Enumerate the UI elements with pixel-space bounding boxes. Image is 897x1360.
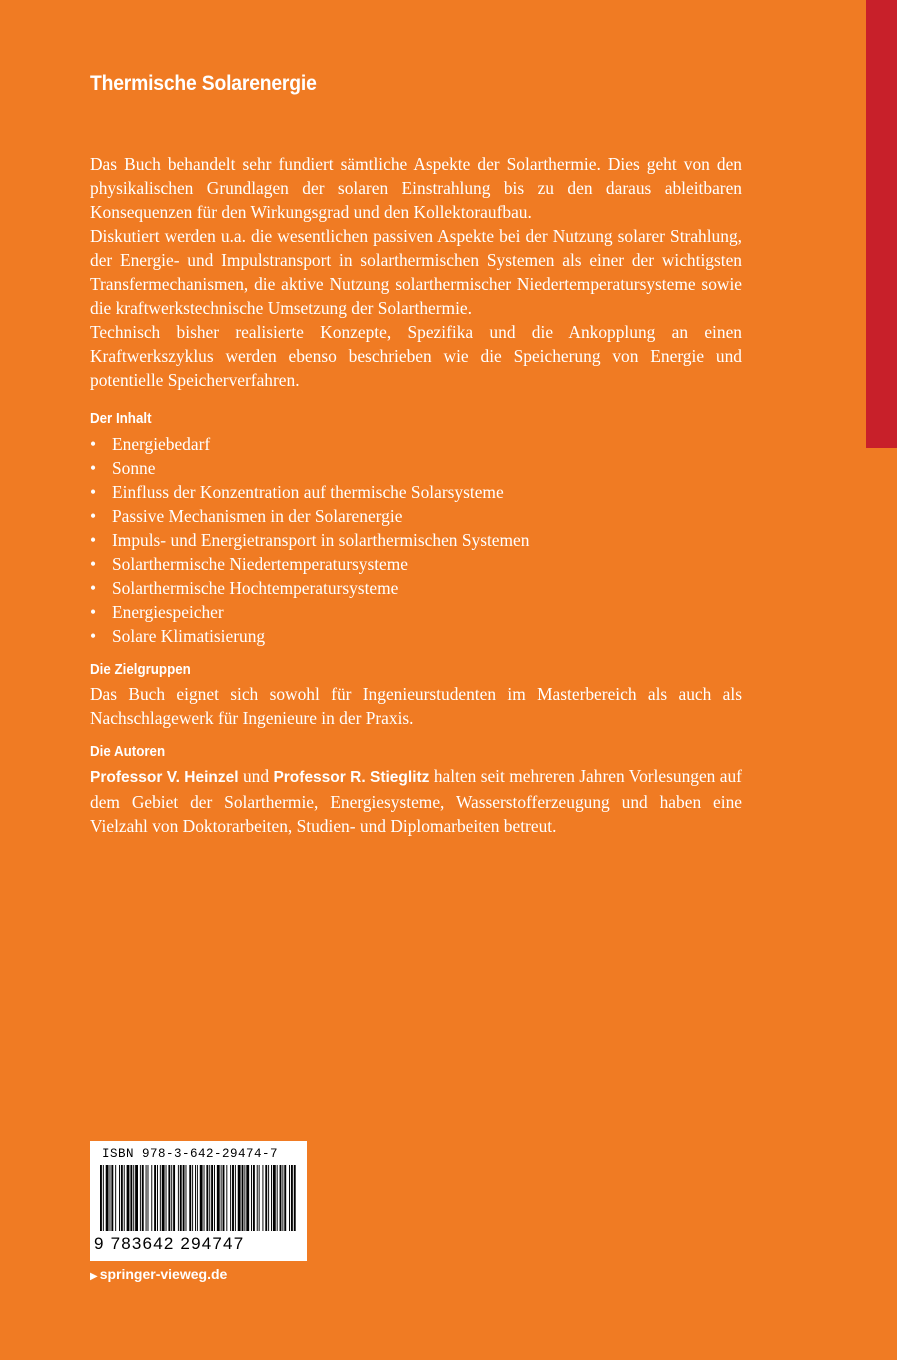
barcode-bar [214,1165,215,1231]
barcode-bar [121,1165,123,1231]
bullet-icon: • [90,626,97,646]
barcode-bar [242,1165,244,1231]
barcode-bar [280,1165,282,1231]
list-item: • Energiebedarf [90,434,211,454]
accent-strip [866,0,897,448]
barcode-bar [271,1165,272,1231]
barcode-bar [140,1165,141,1231]
description-paragraph-2: Diskutiert werden u.a. die wesentlichen passiven Aspekte bei der Nutzung solarer Strahlung, der Energie- und Impulstransport in solarthermischen Systemen als einer der wichtigsten Transfermechanismen, die aktive Nutzung solarthermischer Niedertemperatursysteme sowie die kraftwerkstechnische Umsetzung der Solarthermie. [90,226,742,318]
barcode-bar [204,1165,205,1231]
barcode-bar [106,1165,109,1231]
barcode-bar [251,1165,252,1231]
barcode-bar [294,1165,296,1231]
isbn-number: ISBN 978-3-642-29474-7 [102,1147,279,1161]
barcode-bar [282,1165,283,1231]
barcode-bar [238,1165,241,1231]
list-item: • Impuls- und Energietransport in solarthermischen Systemen [90,530,530,550]
barcode-bar [265,1165,267,1231]
barcode-bar [166,1165,167,1231]
barcode-bar [197,1165,198,1231]
contents-heading: Der Inhalt [90,411,152,427]
barcode-bar [162,1165,165,1231]
ean-digits: 9 783642 294747 [94,1234,245,1253]
contents-list [90,432,742,648]
list-item: • Passive Mechanismen in der Solarenergie [90,506,403,526]
barcode-bar [192,1165,193,1231]
book-title: Thermische Solarenergie [90,72,317,95]
barcode-bar [100,1165,102,1231]
barcode-bar [135,1165,138,1231]
bullet-icon: • [90,578,97,598]
barcode-bar [284,1165,286,1231]
barcode-bar [130,1165,132,1231]
barcode-bar [103,1165,104,1231]
barcode-bar [259,1165,260,1231]
barcode-bar [195,1165,196,1231]
barcode-bar [186,1165,187,1231]
barcode-bar [273,1165,276,1231]
bullet-icon: • [90,506,97,526]
barcode-bar [183,1165,185,1231]
barcode-bar [148,1165,149,1231]
list-item: • Solare Klimatisierung [90,626,266,646]
bullet-icon: • [90,602,97,622]
barcode-bar [277,1165,278,1231]
barcode-bar [115,1165,116,1231]
barcode-bar [127,1165,130,1231]
barcode-bar [110,1165,111,1231]
author-name: Professor V. Heinzel [90,769,239,786]
barcode-bar [171,1165,172,1231]
barcode-icon [98,1165,298,1237]
barcode-bar [146,1165,147,1231]
arrow-right-icon: ▶ [90,1271,98,1282]
barcode-bar [217,1165,220,1231]
publisher-website[interactable] [90,1266,227,1282]
target-audience-text: Das Buch eignet sich sowohl für Ingenieurstudenten im Masterbereich als auch als Nachschlagewerk für Ingenieure in der Praxis. [90,684,742,728]
list-item: • Energiespeicher [90,602,224,622]
barcode-bar [180,1165,182,1231]
barcode-bar [253,1165,255,1231]
author-name: Professor R. Stieglitz [273,769,430,786]
barcode-bar [173,1165,175,1231]
barcode-bar [289,1165,290,1231]
barcode-bar [206,1165,208,1231]
authors-heading: Die Autoren [90,744,166,760]
barcode-bar [230,1165,231,1231]
isbn-barcode [90,1141,307,1261]
description-paragraph-3: Technisch bisher realisierte Konzepte, Spezifika und die Ankopplung an einen Kraftwerkszyklus werden ebenso beschrieben wie die Speicherung von Energie und potentielle Speicherverfahren. [90,322,742,390]
barcode-bar [178,1165,179,1231]
authors-text: Professor V. Heinzel und Professor R. Stieglitz halten seit mehreren Jahren Vorlesungen auf dem Gebiet der Solarthermie, Energiesysteme, Wasserstofferzeugung und haben eine Vielzahl von Doktorarbeiten, Studien- und Diplomarbeiten betreut. [90,766,742,836]
barcode-bar [133,1165,134,1231]
barcode-bar [246,1165,249,1231]
barcode-bar [257,1165,258,1231]
list-item: • Sonne [90,458,156,478]
barcode-bar [211,1165,213,1231]
barcode-bar [151,1165,152,1231]
barcode-bar [244,1165,245,1231]
bullet-icon: • [90,482,97,502]
bullet-icon: • [90,458,97,478]
barcode-bar [124,1165,125,1231]
barcode-bar [111,1165,113,1231]
description [90,152,742,392]
barcode-bar [223,1165,225,1231]
barcode-bar [157,1165,158,1231]
barcode-bar [160,1165,161,1231]
barcode-bar [168,1165,170,1231]
barcode-bar [189,1165,191,1231]
bullet-icon: • [90,554,97,574]
list-item: • Einfluss der Konzentration auf thermische Solarsysteme [90,482,504,502]
barcode-bar [119,1165,120,1231]
list-item: • Solarthermische Niedertemperatursysteme [90,554,409,574]
target-audience-heading: Die Zielgruppen [90,662,191,678]
barcode-bar [291,1165,293,1231]
barcode-bar [262,1165,263,1231]
barcode-bar [221,1165,222,1231]
barcode-bar [209,1165,210,1231]
list-item: • Solarthermische Hochtemperatursysteme [90,578,399,598]
barcode-bar [226,1165,227,1231]
barcode-bar [232,1165,234,1231]
bullet-icon: • [90,530,97,550]
barcode-bar [142,1165,144,1231]
back-cover-text [90,72,742,838]
bullet-icon: • [90,434,97,454]
barcode-bar [268,1165,269,1231]
barcode-bar [154,1165,156,1231]
barcode-bar [235,1165,236,1231]
barcode-bar [200,1165,203,1231]
description-paragraph-1: Das Buch behandelt sehr fundiert sämtliche Aspekte der Solarthermie. Dies geht von den physikalischen Grundlagen der solaren Einstrahlung bis zu den daraus ableitbaren Konsequenzen für den Wirkungsgrad und den Kollektoraufbau. [90,154,742,222]
website-label: springer-vieweg.de [99,1266,228,1282]
